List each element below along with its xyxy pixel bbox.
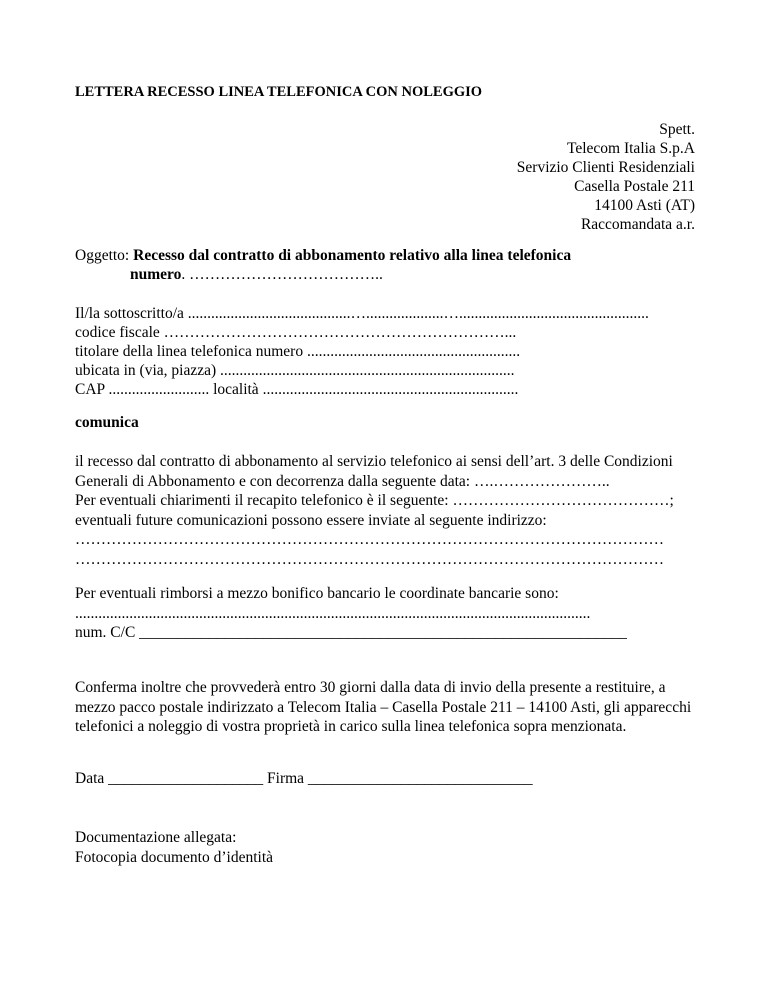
- recipient-line: 14100 Asti (AT): [594, 197, 695, 214]
- recipient-line: Casella Postale 211: [574, 178, 695, 195]
- field-indirizzo[interactable]: ubicata in (via, piazza) ............................................................................: [75, 362, 515, 379]
- recipient-line: Raccomandata a.r.: [580, 216, 695, 233]
- address-field-line[interactable]: ……………………………………………………………………………………………………: [75, 531, 664, 548]
- date-label: Data: [75, 770, 109, 787]
- signature-row: [75, 770, 533, 788]
- bank-coordinates-field[interactable]: .....................................................................................................................................: [75, 604, 591, 622]
- signature-field[interactable]: _____________________________: [307, 770, 533, 787]
- body-paragraph: [75, 452, 695, 569]
- subject-text-line1: Recesso dal contratto di abbonamento relativo alla linea telefonica: [133, 247, 572, 264]
- address-field-line[interactable]: ……………………………………………………………………………………………………: [75, 550, 664, 568]
- subject-number-field[interactable]: . ………………………………..: [181, 266, 383, 283]
- attachments-block: [75, 828, 273, 867]
- field-codice-fiscale[interactable]: codice fiscale …………………………………………………………...: [75, 324, 517, 341]
- personal-fields: [75, 304, 649, 399]
- confirm-line: mezzo pacco postale indirizzato a Telecom Italia – Casella Postale 211 – 14100 Asti, gli apparecchi: [75, 698, 692, 716]
- recipient-line: Spett.: [659, 121, 695, 138]
- confirm-paragraph: [75, 678, 695, 737]
- field-numero-linea[interactable]: titolare della linea telefonica numero .......................................................: [75, 343, 521, 360]
- bank-account-field[interactable]: num. C/C _______________________________________________________________: [75, 624, 628, 641]
- bank-intro: Per eventuali rimborsi a mezzo bonifico bancario le coordinate bancarie sono:: [75, 585, 559, 602]
- bank-block: [75, 584, 627, 643]
- recipient-line: Servizio Clienti Residenziali: [516, 159, 695, 176]
- body-line-date-field[interactable]: Generali di Abbonamento e con decorrenza dalla seguente data: ….…………………..: [75, 472, 610, 490]
- subject-label: Oggetto:: [75, 247, 134, 264]
- confirm-line: telefonici a noleggio di vostra proprietà in carico sulla linea telefonica sopra menzionata.: [75, 718, 627, 735]
- body-line: eventuali future comunicazioni possono essere inviate al seguente indirizzo:: [75, 511, 547, 529]
- field-sottoscritto[interactable]: Il/la sottoscritto/a ..........................................…....................….................................................: [75, 305, 649, 322]
- attachment-item: Fotocopia documento d’identità: [75, 848, 274, 866]
- signature-label: Firma: [263, 770, 308, 787]
- recipient-address: [435, 120, 695, 234]
- body-line-phone-field[interactable]: Per eventuali chiarimenti il recapito telefonico è il seguente: ……………………………………;: [75, 492, 674, 509]
- confirm-line: Conferma inoltre che provvederà entro 30 giorni dalla data di invio della presente a restituire, a: [75, 679, 666, 696]
- date-field[interactable]: ____________________: [108, 770, 264, 787]
- recipient-line: Telecom Italia S.p.A: [566, 140, 695, 157]
- comunica-heading: comunica: [75, 414, 139, 431]
- subject-block: [75, 246, 571, 284]
- field-cap-localita[interactable]: CAP .......................... località ..................................................................: [75, 381, 519, 398]
- attachments-heading: Documentazione allegata:: [75, 829, 237, 846]
- letter-title: LETTERA RECESSO LINEA TELEFONICA CON NOLEGGIO: [75, 84, 483, 100]
- body-line: il recesso dal contratto di abbonamento al servizio telefonico ai sensi dell’art. 3 delle Condizioni: [75, 453, 673, 470]
- subject-text-line2: numero: [130, 266, 182, 283]
